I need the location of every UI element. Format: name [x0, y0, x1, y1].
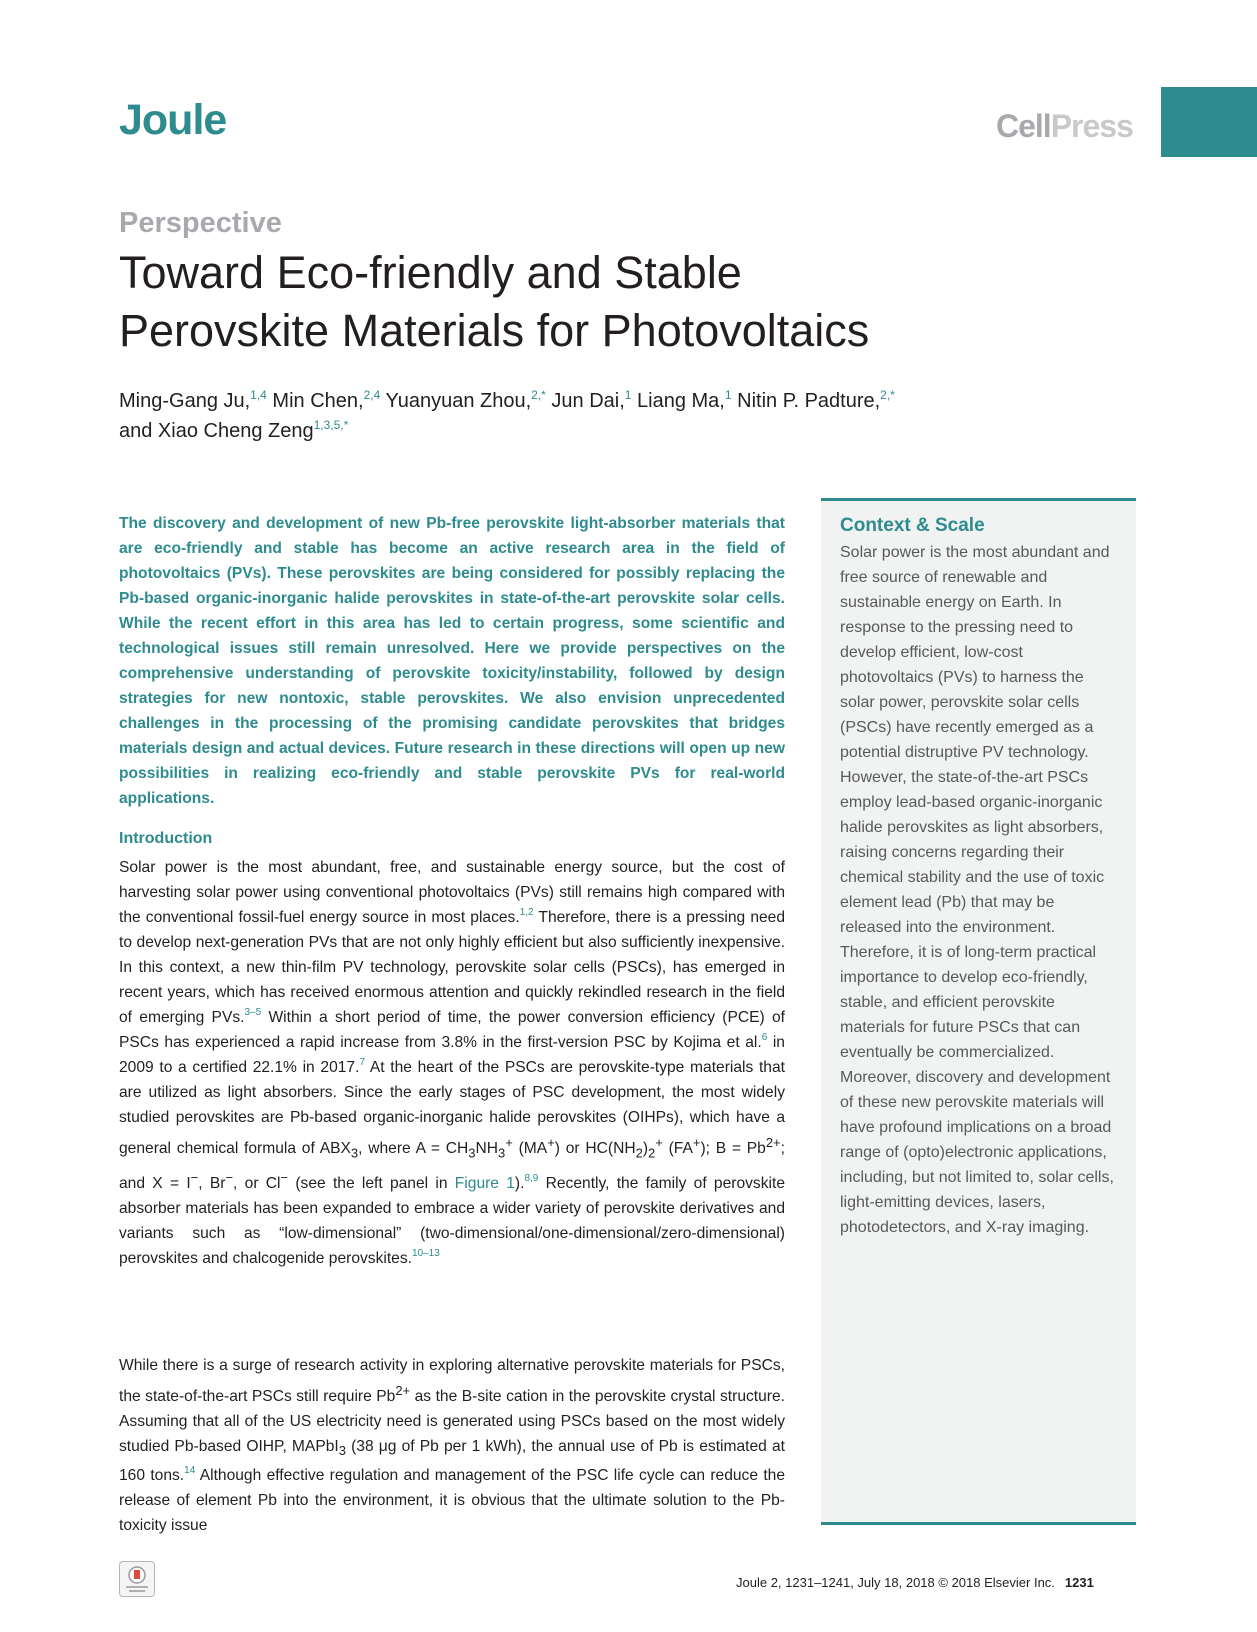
text-run: NH	[475, 1140, 499, 1158]
sidebar-heading: Context & Scale	[840, 515, 985, 536]
formula-superscript: −	[280, 1170, 289, 1186]
formula-subscript: 3	[498, 1145, 506, 1161]
figure-link[interactable]: Figure 1	[454, 1175, 515, 1193]
text-run: as the B-site cation in the perovskite crystal structure. Assuming that all of the US electricity need is generated using PSCs based on the most widely studied Pb-based OIHP, MAPbI	[119, 1388, 785, 1456]
article-type: Perspective	[119, 207, 282, 239]
section-heading-introduction: Introduction	[119, 830, 213, 847]
citation-link[interactable]: 7	[359, 1057, 365, 1068]
check-for-updates-icon[interactable]	[119, 1561, 155, 1597]
text-run: ); B = Pb	[700, 1140, 766, 1158]
text-run: in 2009 to a certified 22.1% in 2017.	[119, 1034, 785, 1076]
citation-link[interactable]: 1,2	[519, 907, 534, 918]
text-run: Therefore, there is a pressing need to develop next-generation PVs that are not only highly efficient but also sufficiently inexpensive. In this context, a new thin-film PV technology, perovskite solar cells (PSCs), has emerged in recent years, which has received enormous attention and quickly rekindled research in the field of emerging PVs.	[119, 909, 786, 1026]
crossmark-icon	[120, 1562, 154, 1596]
page-number: 1231	[1064, 1575, 1094, 1590]
formula-superscript: +	[505, 1135, 513, 1150]
author-affiliation: 2,*	[531, 388, 546, 402]
formula-superscript: +	[547, 1135, 555, 1150]
author-affiliation: 2,*	[880, 388, 895, 402]
text-run: , Br	[198, 1175, 226, 1193]
body-paragraph-1	[119, 855, 785, 1271]
journal-logo: Joule	[119, 96, 227, 144]
author-name: Liang Ma,	[637, 390, 725, 412]
formula-superscript: 2+	[765, 1135, 781, 1150]
article-title	[119, 244, 1019, 360]
page-footer	[736, 1575, 1094, 1590]
publisher-logo	[996, 108, 1133, 145]
formula-subscript: 2	[635, 1145, 643, 1161]
text-run: At the heart of the PSCs are perovskite-type materials that are utilized as light absorbers. Since the early stages of PSC development, the most widely studied perovskites are Pb-based organic-inorganic halide perovskites (OIHPs), which have a general chemical formula of ABX	[119, 1059, 785, 1158]
corner-color-tab	[1161, 87, 1257, 157]
text-run: (FA	[662, 1140, 693, 1158]
citation-link[interactable]: 3–5	[244, 1007, 262, 1018]
publisher-logo-suffix: Press	[1050, 108, 1133, 144]
author-affiliation: 1,4	[250, 388, 267, 402]
text-run: ).	[514, 1175, 525, 1193]
formula-superscript: −	[225, 1170, 234, 1186]
citation-link[interactable]: 8,9	[524, 1173, 539, 1185]
title-line-1: Toward Eco-friendly and Stable	[119, 247, 742, 298]
text-run: (see the left panel in	[288, 1175, 455, 1193]
publisher-logo-prefix: Cell	[996, 108, 1051, 144]
citation-link[interactable]: 6	[761, 1032, 768, 1043]
title-line-2: Perovskite Materials for Photovoltaics	[119, 305, 870, 356]
formula-subscript: 3	[468, 1145, 476, 1161]
text-run: , where A = CH	[358, 1140, 469, 1158]
author-name: Min Chen,	[272, 390, 364, 412]
text-run: While there is a surge of research activity in exploring alternative perovskite materials for PSCs, the state-of-the-art PSCs still require Pb	[119, 1357, 785, 1406]
formula-subscript: 2	[648, 1145, 656, 1161]
text-run: , or Cl	[233, 1175, 281, 1193]
author-list	[119, 386, 1059, 446]
author-affiliation: 1	[724, 388, 732, 402]
author-name: Ming-Gang Ju,	[119, 390, 251, 412]
citation-link[interactable]: 10–13	[411, 1248, 440, 1260]
author-name: Nitin P. Padture,	[737, 390, 881, 412]
sidebar-text: Solar power is the most abundant and free source of renewable and sustainable energy on Earth. In response to the pressing need to develop efficient, low-cost photovoltaics (PVs) to harness the solar power, perovskite solar cells (PSCs) have recently emerged as a potential distruptive PV technology. However, the state-of-the-art PSCs employ lead-based organic-inorganic halide perovskites as light absorbers, raising concerns regarding their chemical stability and the use of toxic element lead (Pb) that may be released into the environment. Therefore, it is of long-term practical importance to develop eco-friendly, stable, and efficient perovskite materials for future PSCs that can eventually be commercialized. Moreover, discovery and development of these new perovskite materials will have profound implications on a broad range of (opto)electronic applications, including, but not limited to, solar cells, light-emitting devices, lasers, photodetectors, and X-ray imaging.	[840, 544, 1114, 1236]
formula-superscript: +	[692, 1135, 701, 1150]
formula-subscript: 3	[338, 1443, 346, 1459]
author-affiliation: 1	[624, 388, 632, 402]
text-run: Solar power is the most abundant, free, and sustainable energy source, but the cost of harvesting solar power using conventional photovoltaics (PVs) still remains high compared with the conventional fossil-fuel energy source in most places.	[119, 859, 785, 926]
formula-subscript: 3	[350, 1145, 359, 1161]
text-run: Although effective regulation and management of the PSC life cycle can reduce the release of element Pb into the environment, it is obvious that the ultimate solution to the Pb-toxicity issue	[119, 1467, 785, 1535]
citation-link[interactable]: 14	[184, 1465, 196, 1477]
author-affiliation: 1,3,5,*	[313, 418, 349, 432]
formula-superscript: 2+	[395, 1383, 411, 1398]
citation-line: Joule 2, 1231–1241, July 18, 2018 © 2018 Elsevier Inc.	[736, 1575, 1055, 1590]
text-run: (MA	[512, 1140, 548, 1158]
text-run: )	[642, 1140, 649, 1158]
author-name: Jun Dai,	[551, 390, 625, 412]
body-paragraph-2	[119, 1353, 785, 1538]
text-run: Within a short period of time, the power conversion efficiency (PCE) of PSCs has experienced a rapid increase from 3.8% in the first-version PSC by Kojima et al.	[119, 1009, 785, 1051]
formula-superscript: +	[655, 1135, 663, 1150]
author-affiliation: 2,4	[363, 388, 381, 402]
abstract: The discovery and development of new Pb-free perovskite light-absorber materials that are eco-friendly and stable has become an active research area in the field of photovoltaics (PVs). These perovskites are being considered for possibly replacing the Pb-based organic-inorganic halide perovskites in state-of-the-art perovskite solar cells. While the recent effort in this area has led to certain progress, some scientific and technological issues still remain unresolved. Here we provide perspectives on the comprehensive understanding of perovskite toxicity/instability, followed by design strategies for new nontoxic, stable perovskites. We also envision unprecedented challenges in the processing of the promising candidate perovskites that bridges materials design and actual devices. Future research in these directions will open up new possibilities in realizing eco-friendly and stable perovskite PVs for real-world applications.	[119, 515, 785, 807]
text-run: ) or HC(NH	[554, 1140, 636, 1158]
text-run: ; and X = I	[119, 1140, 785, 1193]
text-run: (38 μg of Pb per 1 kWh), the annual use of Pb is estimated at 160 tons.	[119, 1438, 786, 1485]
context-and-scale-box	[821, 498, 1136, 1525]
formula-superscript: −	[190, 1170, 199, 1186]
author-name: and Xiao Cheng Zeng	[119, 420, 314, 442]
author-name: Yuanyuan Zhou,	[385, 390, 532, 412]
text-run: Recently, the family of perovskite absorber materials has been expanded to embrace a wider variety of perovskite derivatives and variants such as “low-dimensional” (two-dimensional/one-dimensional/zero-dimensional) perovskites and chalcogenide perovskites.	[119, 1175, 785, 1268]
